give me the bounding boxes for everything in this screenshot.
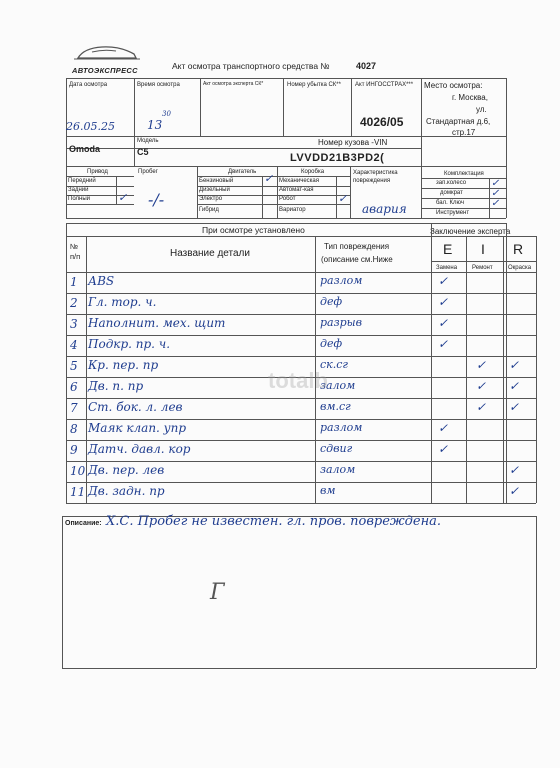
location-line-2: ул. xyxy=(476,105,487,114)
damage-type: залом xyxy=(320,463,356,476)
part-name: Дв. п. пр xyxy=(88,379,144,393)
row-number: 6 xyxy=(70,380,78,394)
engine-option-electric: Электро xyxy=(199,196,223,202)
equipment-item-wrench: бал. Ключ xyxy=(436,200,464,206)
damage-type: деф xyxy=(320,295,343,308)
time-minutes: 30 xyxy=(162,110,171,118)
damage-type: сдвиг xyxy=(320,442,353,455)
table-row xyxy=(66,461,536,482)
equipment-spare-checkmark: ✓ xyxy=(491,178,500,189)
expert-title: Заключение эксперта xyxy=(430,227,511,236)
part-name: Гл. тор. ч. xyxy=(88,295,157,309)
equipment-jack-checkmark: ✓ xyxy=(491,188,500,199)
section-title: При осмотре установлено xyxy=(202,225,305,235)
row-number: 11 xyxy=(70,485,86,499)
act-number: 4027 xyxy=(356,61,377,71)
loss-number-label: Номер убытка СК** xyxy=(287,82,341,88)
col-type-header-2: (описание см.Ниже xyxy=(321,255,393,264)
equipment-item-spare: зап.колесо xyxy=(436,180,467,186)
check-R-icon: ✓ xyxy=(509,379,520,393)
location-line-3: Стандартная д.6, xyxy=(426,117,491,126)
model-value: C5 xyxy=(137,147,149,157)
engine-label: Двигатель xyxy=(228,169,257,175)
col-num-header: № п/п xyxy=(70,242,81,261)
table-row xyxy=(66,272,536,293)
check-R-icon: ✓ xyxy=(509,463,520,477)
vin-label: Номер кузова -VIN xyxy=(318,138,388,147)
drive-option-full: Полный xyxy=(68,196,90,202)
table-row xyxy=(66,335,536,356)
check-R-icon: ✓ xyxy=(509,358,520,372)
damage-type: залом xyxy=(320,379,356,392)
engine-option-petrol: Бензиновый xyxy=(199,178,234,184)
mileage-value: -/- xyxy=(148,190,165,209)
part-name: Ст. бок. л. лев xyxy=(88,400,183,414)
location-line-4: стр.17 xyxy=(452,128,476,137)
col-name-header: Название детали xyxy=(170,248,250,259)
row-number: 8 xyxy=(70,422,78,436)
gearbox-option-robot: Робот xyxy=(279,196,296,202)
equipment-item-jack: домкрат xyxy=(440,190,463,196)
table-row xyxy=(66,419,536,440)
part-name: Подкр. пр. ч. xyxy=(88,337,171,351)
row-number: 2 xyxy=(70,296,78,310)
model-label: Модель xyxy=(137,138,159,144)
damage-type: вм.сг xyxy=(320,400,351,413)
part-name: Маяк клап. упр xyxy=(88,421,187,435)
check-E-icon: ✓ xyxy=(438,442,449,456)
row-number: 4 xyxy=(70,338,78,352)
damage-char-label-2: повреждения xyxy=(353,178,391,184)
col-I-header: I xyxy=(481,241,485,257)
act-title: Акт осмотра транспортного средства № xyxy=(172,61,330,71)
damage-type: ск.сг xyxy=(320,358,348,371)
row-number: 5 xyxy=(70,359,78,373)
part-name: Наполнит. мех. щит xyxy=(88,316,226,330)
logo-text: АВТОЭКСПРЕСС xyxy=(72,66,138,75)
expert-act-label: Акт осмотра эксперта СК* xyxy=(203,81,264,87)
check-E-icon: ✓ xyxy=(438,295,449,309)
engine-option-hybrid: Гибрид xyxy=(199,207,219,213)
location-label: Место осмотра: xyxy=(424,81,483,90)
damage-type: разрыв xyxy=(320,316,363,329)
mileage-label: Пробег xyxy=(138,169,158,175)
gearbox-option-manual: Механическая xyxy=(279,178,320,184)
part-name: Дв. пер. лев xyxy=(88,463,165,477)
damage-char-value: авария xyxy=(362,202,407,216)
equipment-label: Комплектация xyxy=(444,171,484,177)
gearbox-robot-checkmark: ✓ xyxy=(338,192,348,205)
make-value: Omoda xyxy=(69,144,101,154)
signature: Г xyxy=(210,580,225,605)
ingos-act-value: 4026/05 xyxy=(360,115,404,129)
row-number: 10 xyxy=(70,464,86,478)
drive-label: Привод xyxy=(87,169,108,175)
table-row xyxy=(66,482,536,503)
engine-petrol-checkmark: ✓ xyxy=(264,172,274,185)
check-I-icon: ✓ xyxy=(476,358,487,372)
damage-type: деф xyxy=(320,337,343,350)
date-value: 26.05.25 xyxy=(66,120,115,133)
table-row xyxy=(66,398,536,419)
vin-value: LVVDD21B3PD2( xyxy=(290,152,385,164)
table-row-line xyxy=(66,503,536,504)
time-label: Время осмотра xyxy=(137,82,180,88)
check-I-icon: ✓ xyxy=(476,400,487,414)
location-line-1: г. Москва, xyxy=(452,93,488,102)
part-name: Датч. давл. кор xyxy=(88,442,191,456)
table-row xyxy=(66,314,536,335)
time-value: 13 xyxy=(147,118,163,132)
row-number: 1 xyxy=(70,275,78,289)
part-name: Дв. задн. пр xyxy=(88,484,165,498)
row-number: 9 xyxy=(70,443,78,457)
damage-char-label-1: Характеристика xyxy=(353,170,398,176)
check-E-icon: ✓ xyxy=(438,274,449,288)
equipment-item-tools: Инструмент xyxy=(436,210,470,216)
description-label: Описание: xyxy=(65,520,102,527)
col-R-header: R xyxy=(513,241,524,257)
check-R-icon: ✓ xyxy=(509,484,520,498)
col-E-sub: Замена xyxy=(436,265,458,271)
part-name: Кр. пер. пр xyxy=(88,358,159,372)
engine-option-diesel: Дизельный xyxy=(199,187,230,193)
gearbox-option-cvt: Вариатор xyxy=(279,207,306,213)
company-logo xyxy=(72,44,142,75)
col-type-header-1: Тип повреждения xyxy=(324,242,390,251)
gearbox-option-auto: Автомат-кая xyxy=(279,187,314,193)
damage-type: разлом xyxy=(320,421,363,434)
gearbox-label: Коробка xyxy=(301,169,325,175)
check-E-icon: ✓ xyxy=(438,337,449,351)
drive-option-rear: Задний xyxy=(68,187,89,193)
damage-type: разлом xyxy=(320,274,363,287)
ingos-act-label: Акт ИНГОССТРАХ*** xyxy=(355,82,414,88)
drive-full-checkmark: ✓ xyxy=(118,191,128,204)
drive-option-front: Передний xyxy=(68,178,96,184)
description-text: Х.С. Пробег не известен. гл. пров. повреждена. xyxy=(106,514,442,529)
col-E-header: E xyxy=(443,241,453,257)
col-R-sub: Окраска xyxy=(508,265,532,271)
damage-type: вм xyxy=(320,484,336,497)
equipment-wrench-checkmark: ✓ xyxy=(491,198,500,209)
car-logo-icon xyxy=(72,44,142,62)
date-label: Дата осмотра xyxy=(69,82,108,88)
part-name: АВS xyxy=(88,274,115,288)
check-I-icon: ✓ xyxy=(476,379,487,393)
table-row xyxy=(66,440,536,461)
row-number: 7 xyxy=(70,401,78,415)
row-number: 3 xyxy=(70,317,78,331)
table-row xyxy=(66,293,536,314)
check-E-icon: ✓ xyxy=(438,316,449,330)
check-E-icon: ✓ xyxy=(438,421,449,435)
col-I-sub: Ремонт xyxy=(472,265,493,271)
check-R-icon: ✓ xyxy=(509,400,520,414)
watermark: totalb xyxy=(268,368,328,393)
